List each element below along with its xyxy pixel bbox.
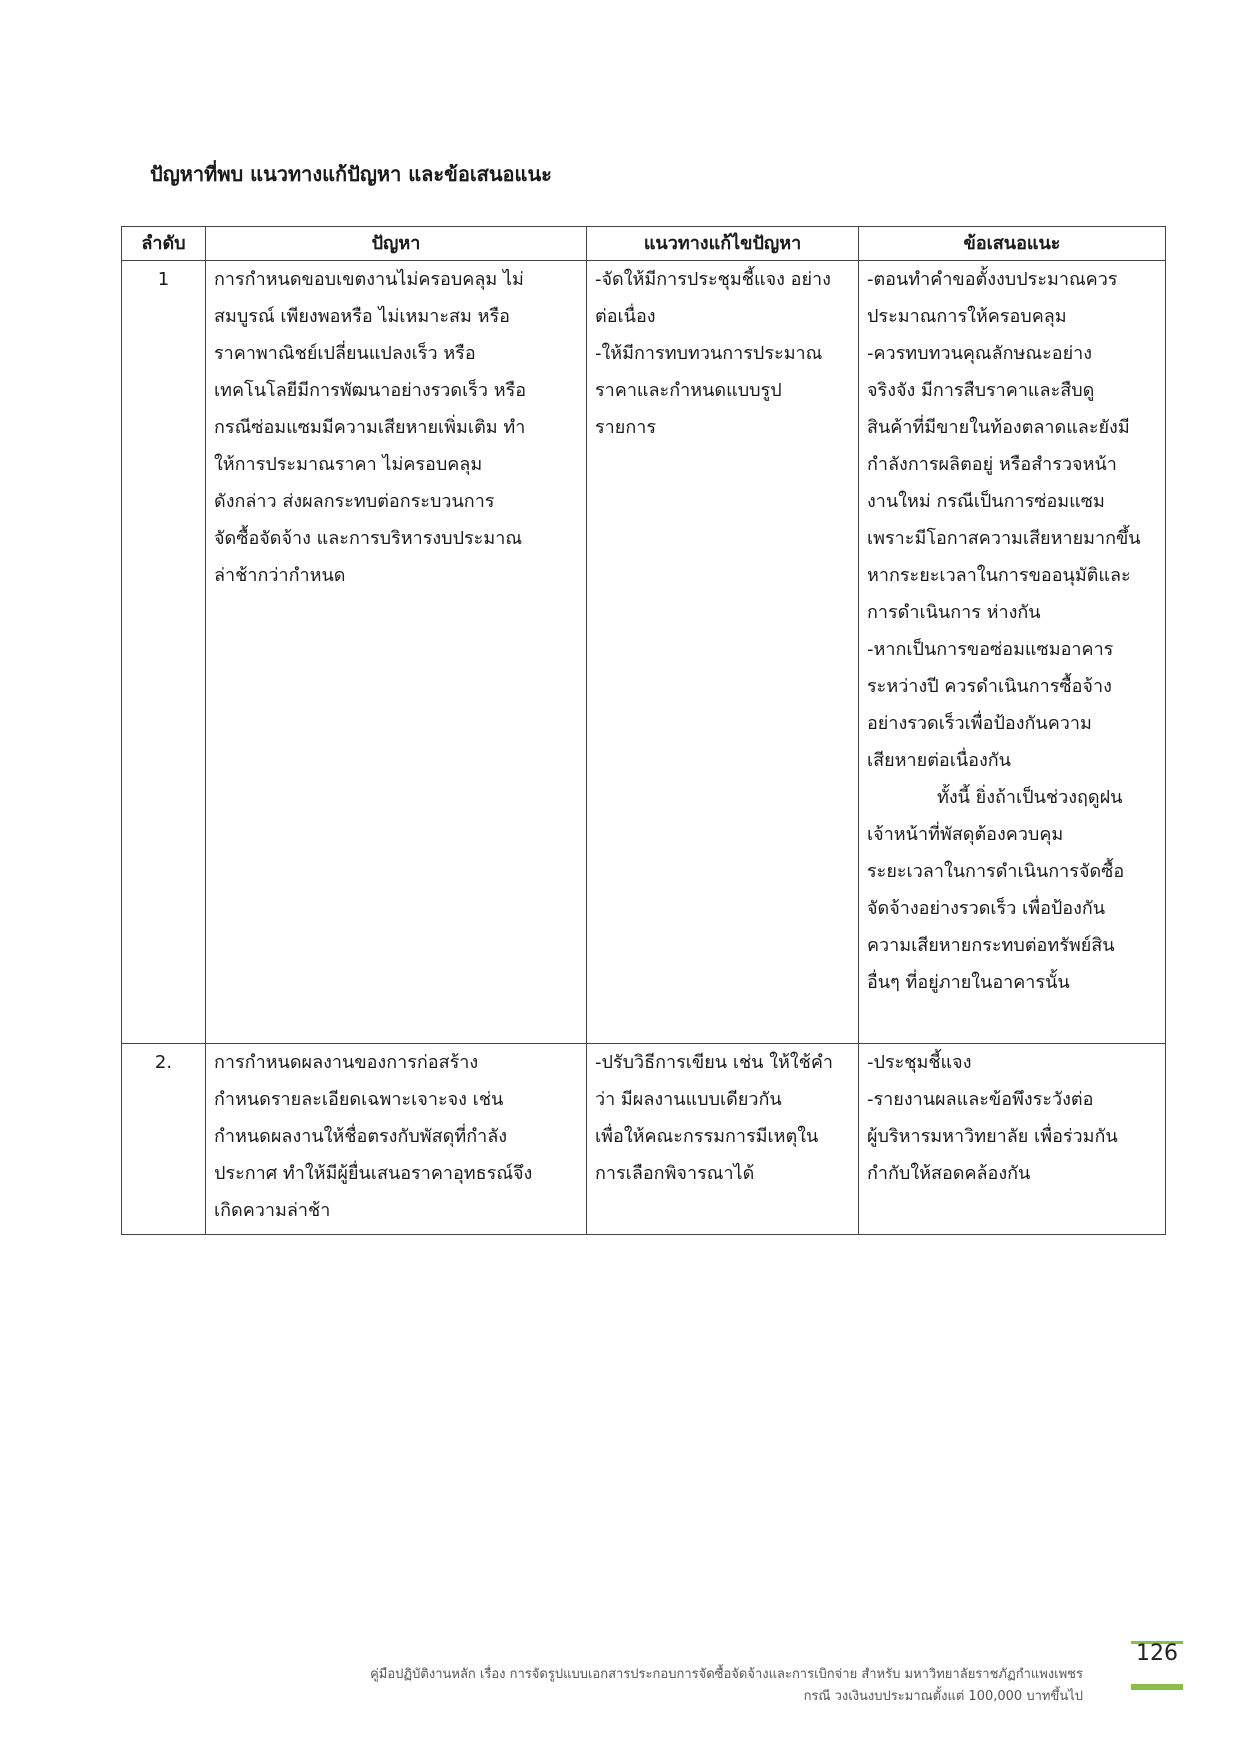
problem-line: กำหนดผลงานให้ชื่อตรงกับพัสดุที่กำลัง [214, 1126, 508, 1147]
suggestion-line: -หากเป็นการขอซ่อมแซมอาคาร [867, 639, 1114, 660]
problem-cell [206, 261, 587, 1044]
problem-line: การกำหนดผลงานของการก่อสร้าง [214, 1052, 479, 1073]
solution-line: -ปรับวิธีการเขียน เช่น ให้ใช้คำ [595, 1052, 834, 1073]
problem-line: เทคโนโลยีมีการพัฒนาอย่างรวดเร็ว หรือ [214, 380, 527, 401]
problem-line: ให้การประมาณราคา ไม่ครอบคลุม [214, 454, 483, 475]
suggestion-line: ระหว่างปี ควรดำเนินการซื้อจ้าง [867, 676, 1112, 697]
suggestion-line: สินค้าที่มีขายในท้องตลาดและยังมี [867, 417, 1130, 438]
problem-line: ราคาพาณิชย์เปลี่ยนแปลงเร็ว หรือ [214, 343, 476, 364]
page-number-bottom-rule [1131, 1684, 1183, 1690]
problem-cell [206, 1044, 587, 1235]
suggestion-line: อย่างรวดเร็วเพื่อป้องกันความ [867, 713, 1092, 734]
problem-line: ประกาศ ทำให้มีผู้ยื่นเสนอราคาอุทธรณ์จึง [214, 1163, 533, 1184]
problem-line: การกำหนดขอบเขตงานไม่ครอบคลุม ไม่ [214, 269, 524, 290]
solution-line: เพื่อให้คณะกรรมการมีเหตุใน [595, 1126, 819, 1147]
suggestion-line: ระยะเวลาในการดำเนินการจัดซื้อ [867, 861, 1125, 882]
suggestion-cell [859, 261, 1166, 1044]
problem-line: เกิดความล่าช้า [214, 1200, 331, 1221]
suggestion-line: การดำเนินการ ห่างกัน [867, 602, 1041, 623]
row-number: 1 [122, 261, 206, 1044]
table-row [122, 261, 1166, 1044]
suggestion-line: -ประชุมชี้แจง [867, 1052, 972, 1073]
suggestion-cell [859, 1044, 1166, 1235]
header-no: ลำดับ [122, 227, 206, 261]
suggestion-line: กำลังการผลิตอยู่ หรือสำรวจหน้า [867, 454, 1117, 475]
header-problem: ปัญหา [206, 227, 587, 261]
suggestion-line: กำกับให้สอดคล้องกัน [867, 1163, 1031, 1184]
header-solution: แนวทางแก้ไขปัญหา [587, 227, 859, 261]
solution-cell [587, 261, 859, 1044]
suggestion-line: ผู้บริหารมหาวิทยาลัย เพื่อร่วมกัน [867, 1126, 1118, 1147]
footer-title: คู่มือปฏิบัติงานหลัก เรื่อง การจัดรูปแบบเอกสารประกอบการจัดซื้อจัดจ้างและการเบิกจ่าย สำหรับ มหาวิทยาลัยราชภัฏกำแพงเพชร [370, 1667, 1083, 1682]
suggestion-line: เพราะมีโอกาสความเสียหายมากขึ้น [867, 528, 1141, 549]
suggestion-line: -ควรทบทวนคุณลักษณะอย่าง [867, 343, 1093, 364]
suggestion-line: อื่นๆ ที่อยู่ภายในอาคารนั้น [867, 972, 1070, 993]
problem-line: ดังกล่าว ส่งผลกระทบต่อกระบวนการ [214, 491, 495, 512]
suggestion-line: -รายงานผลและข้อพึงระวังต่อ [867, 1089, 1094, 1110]
problem-line: สมบูรณ์ เพียงพอหรือ ไม่เหมาะสม หรือ [214, 306, 510, 327]
problem-line: กรณีซ่อมแซมมีความเสียหายเพิ่มเติม ทำ [214, 417, 526, 438]
section-heading: ปัญหาที่พบ แนวทางแก้ปัญหา และข้อเสนอแนะ [150, 162, 552, 186]
row-number: 2. [122, 1044, 206, 1235]
suggestion-line: งานใหม่ กรณีเป็นการซ่อมแซม [867, 491, 1105, 512]
suggestion-line: -ตอนทำคำขอตั้งงบประมาณควร [867, 269, 1118, 290]
problem-line: ล่าช้ากว่ากำหนด [214, 565, 346, 586]
problem-line: กำหนดรายละเอียดเฉพาะเจาะจง เช่น [214, 1089, 504, 1110]
page-number: 126 [1136, 1641, 1178, 1666]
solution-line: -จัดให้มีการประชุมชี้แจง อย่าง [595, 269, 831, 290]
table-header-row [122, 227, 1166, 261]
suggestion-line: จัดจ้างอย่างรวดเร็ว เพื่อป้องกัน [867, 898, 1106, 919]
problem-line: จัดซื้อจัดจ้าง และการบริหารงบประมาณ [214, 528, 523, 549]
solution-line: ว่า มีผลงานแบบเดียวกัน [595, 1089, 782, 1110]
solution-cell [587, 1044, 859, 1235]
issues-table [121, 226, 1166, 1235]
footer-subtitle: กรณี วงเงินงบประมาณตั้งแต่ 100,000 บาทขึ้นไป [803, 1689, 1083, 1704]
suggestion-line: ความเสียหายกระทบต่อทรัพย์สิน [867, 935, 1115, 956]
suggestion-line: เจ้าหน้าที่พัสดุต้องควบคุม [867, 824, 1064, 845]
solution-line: รายการ [595, 417, 656, 438]
header-suggestion: ข้อเสนอแนะ [859, 227, 1166, 261]
table-row [122, 1044, 1166, 1235]
suggestion-line: หากระยะเวลาในการขออนุมัติและ [867, 565, 1131, 586]
suggestion-line: เสียหายต่อเนื่องกัน [867, 750, 1011, 771]
solution-line: ต่อเนื่อง [595, 306, 656, 327]
suggestion-line: ทั้งนี้ ยิ่งถ้าเป็นช่วงฤดูฝน [937, 787, 1123, 808]
footer [370, 1664, 1083, 1708]
suggestion-line: ประมาณการให้ครอบคลุม [867, 306, 1067, 327]
solution-line: -ให้มีการทบทวนการประมาณ [595, 343, 823, 364]
solution-line: การเลือกพิจารณาได้ [595, 1163, 755, 1184]
solution-line: ราคาและกำหนดแบบรูป [595, 380, 782, 401]
suggestion-line: จริงจัง มีการสืบราคาและสืบดู [867, 380, 1095, 401]
